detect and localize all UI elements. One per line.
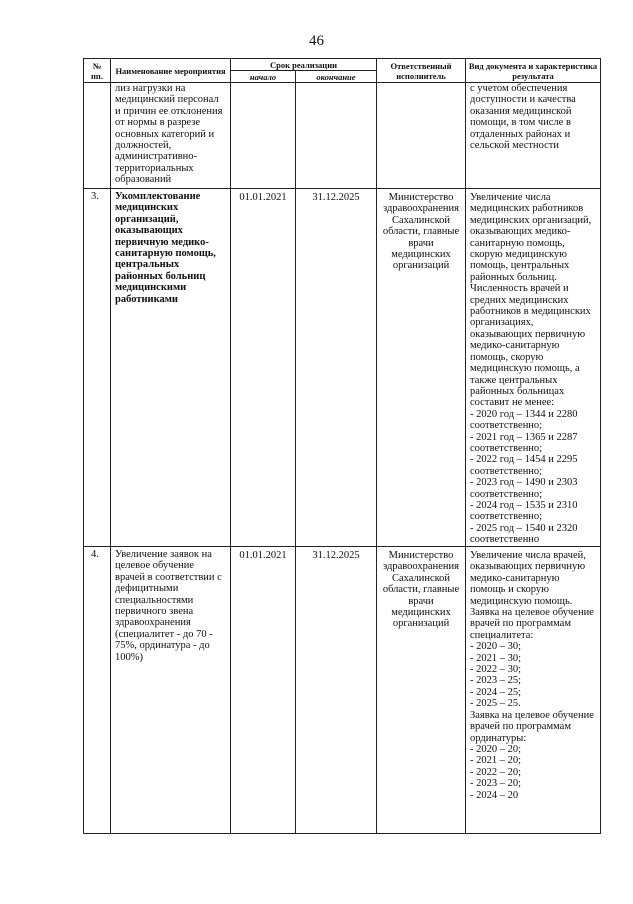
- table-row: [84, 189, 601, 547]
- header-responsible: Ответственный исполнитель: [377, 59, 466, 83]
- plan-table: [83, 58, 601, 834]
- result-line: - 2023 – 20;: [470, 778, 522, 790]
- row-result: [466, 189, 601, 547]
- row-name: Увеличение заявок на целевое обучение врачей в соответствии с дефицитными специальностями первичного звена здравоохранения (специалитет - до 70 - 75%, ординатура - до 100%): [111, 547, 231, 834]
- row-start: 01.01.2021: [231, 547, 296, 834]
- result-line: Численность врачей и средних медицинских работников в медицинских организациях, оказывающих первичную медико-санитарную помощь, скорую медицинскую помощь, а также центральных районных больницах составит не менее:: [470, 283, 591, 409]
- row-end: [296, 83, 377, 189]
- row-end: 31.12.2025: [296, 547, 377, 834]
- result-line: - 2022 год – 1454 и 2295 соответственно;: [470, 454, 578, 477]
- header-result: Вид документа и характеристика результата: [466, 59, 601, 83]
- result-line: - 2021 – 30;: [470, 652, 522, 664]
- header-name: Наименование мероприятия: [111, 59, 231, 83]
- result-line: - 2023 – 25;: [470, 675, 522, 687]
- row-result: [466, 83, 601, 189]
- header-num: № пп.: [84, 59, 111, 83]
- result-line: - 2023 год – 1490 и 2303 соответственно;: [470, 477, 578, 500]
- row-result: [466, 547, 601, 834]
- table-row: [84, 83, 601, 189]
- row-responsible: Министерство здравоохранения Сахалинской области, главные врачи медицинских организаций: [377, 547, 466, 834]
- header-period: Срок реализации: [231, 59, 377, 71]
- result-line: - 2021 – 20;: [470, 755, 522, 767]
- result-line: Заявка на целевое обучение врачей по программам специалитета:: [470, 607, 594, 641]
- result-line: - 2024 – 20: [470, 789, 519, 801]
- result-line: с учетом обеспечения доступности и качества оказания медицинской помощи, в том числе в отдаленных районах и сельской местности: [470, 83, 576, 152]
- row-end: 31.12.2025: [296, 189, 377, 547]
- result-line: Заявка на целевое обучение врачей по программам ординатуры:: [470, 709, 594, 744]
- row-responsible: Министерство здравоохранения Сахалинской области, главные врачи медицинских организаций: [377, 189, 466, 547]
- row-num: [84, 83, 111, 189]
- result-line: - 2024 – 25;: [470, 686, 522, 698]
- result-line: Увеличение числа медицинских работников медицинских организаций, оказывающих медико-санитарную помощь, скорую медицинскую помощь, центральных районных больниц.: [470, 192, 592, 283]
- result-line: Увеличение числа врачей, оказывающих первичную медико-санитарную помощь и скорую медицинскую помощь.: [470, 550, 586, 607]
- row-num: 4.: [84, 547, 111, 834]
- header-start: начало: [231, 71, 296, 83]
- page-number: 46: [309, 33, 324, 49]
- row-name: лиз нагрузки на медицинский персонал и причин ее отклонения от нормы в разрезе основных категорий и должностей, административно-территориальных образований: [111, 83, 231, 189]
- result-line: - 2020 год – 1344 и 2280 соответственно;: [470, 408, 578, 432]
- row-responsible: [377, 83, 466, 189]
- table-row: [84, 547, 601, 834]
- row-num: 3.: [84, 189, 111, 547]
- result-line: - 2021 год – 1365 и 2287 соответственно;: [470, 431, 578, 454]
- result-line: - 2024 год – 1535 и 2310 соответственно;: [470, 499, 578, 523]
- row-start: [231, 83, 296, 189]
- row-name: Укомплектование медицинских организаций, оказывающих первичную медико-санитарную помощь, центральных районных больниц медицинскими работниками: [111, 189, 231, 547]
- header-end: окончание: [296, 71, 377, 83]
- result-line: - 2020 – 30;: [470, 641, 522, 653]
- result-line: - 2020 – 20;: [470, 743, 522, 755]
- result-line: - 2025 – 25.: [470, 698, 521, 710]
- result-line: - 2025 год – 1540 и 2320 соответственно: [470, 522, 578, 546]
- result-line: - 2022 – 30;: [470, 664, 522, 676]
- result-line: - 2022 – 20;: [470, 766, 522, 778]
- row-start: 01.01.2021: [231, 189, 296, 547]
